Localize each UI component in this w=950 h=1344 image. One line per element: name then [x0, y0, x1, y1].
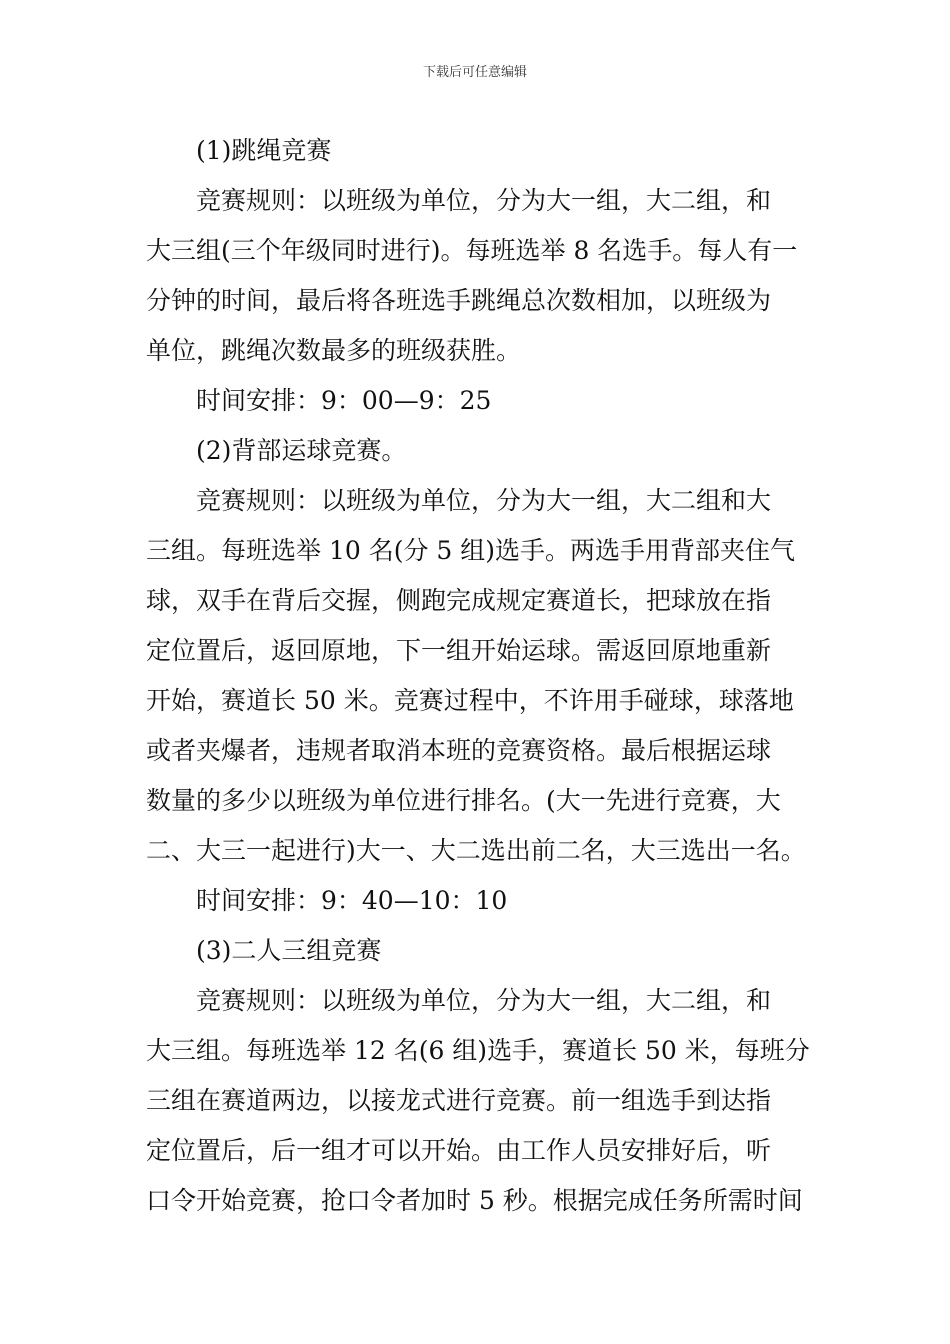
rule-line: 口令开始竞赛，抢口令者加时 5 秒。根据完成任务所需时间	[146, 1186, 803, 1215]
section-heading: (2)背部运球竞赛。	[196, 436, 407, 465]
rule-line: 或者夹爆者，违规者取消本班的竞赛资格。最后根据运球	[146, 736, 772, 765]
rule-line: 三组在赛道两边，以接龙式进行竞赛。前一组选手到达指	[146, 1086, 772, 1115]
rule-line: 分钟的时间，最后将各班选手跳绳总次数相加，以班级为	[146, 286, 772, 315]
rule-line: 大三组。每班选举 12 名(6 组)选手，赛道长 50 米，每班分	[146, 1036, 810, 1065]
time-schedule: 时间安排：9：40—10：10	[196, 886, 508, 915]
rule-line: 竞赛规则：以班级为单位，分为大一组，大二组，和	[196, 186, 772, 215]
rule-line: 竞赛规则：以班级为单位，分为大一组，大二组，和	[196, 986, 772, 1015]
page-header: 下载后可任意编辑	[422, 65, 527, 80]
rule-line: 数量的多少以班级为单位进行排名。(大一先进行竞赛，大	[146, 786, 781, 815]
rule-line: 定位置后，后一组才可以开始。由工作人员安排好后，听	[146, 1136, 772, 1165]
rule-line: 单位，跳绳次数最多的班级获胜。	[146, 336, 522, 365]
rule-line: 球，双手在背后交握，侧跑完成规定赛道长，把球放在指	[146, 586, 772, 615]
document-body	[146, 126, 810, 1226]
section-heading: (3)二人三组竞赛	[196, 936, 382, 965]
rule-line: 大三组(三个年级同时进行)。每班选举 8 名选手。每人有一	[146, 236, 798, 265]
rule-line: 三组。每班选举 10 名(分 5 组)选手。两选手用背部夹住气	[146, 536, 796, 565]
rule-line: 竞赛规则：以班级为单位，分为大一组，大二组和大	[196, 486, 772, 515]
rule-line: 二、大三一起进行)大一、大二选出前二名，大三选出一名。	[146, 836, 806, 865]
section-heading: (1)跳绳竞赛	[196, 136, 332, 165]
rule-line: 开始，赛道长 50 米。竞赛过程中，不许用手碰球，球落地	[146, 686, 794, 715]
rule-line: 定位置后，返回原地，下一组开始运球。需返回原地重新	[146, 636, 772, 665]
time-schedule: 时间安排：9：00—9：25	[196, 386, 492, 415]
